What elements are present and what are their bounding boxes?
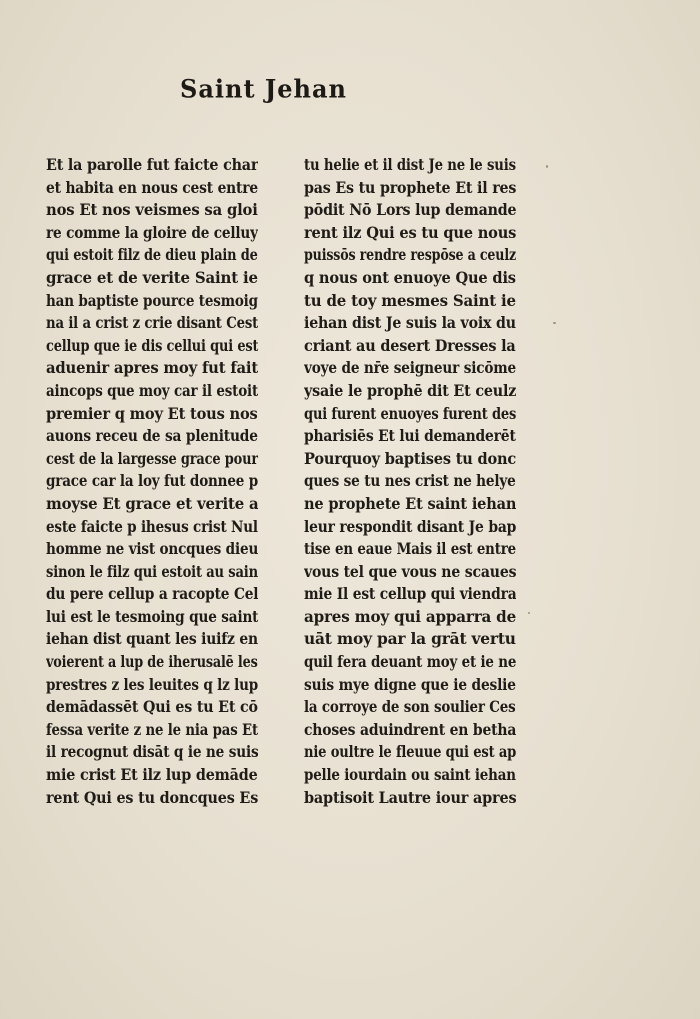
text-line: nie oultre le fleuue qui est ap	[304, 742, 517, 762]
paper-speck	[546, 165, 548, 168]
text-line: fessa verite z ne le nia pas Et	[46, 719, 258, 739]
text-line: voye de nr̄e seigneur sicōme	[304, 358, 517, 378]
text-line: han baptiste pource tesmoig	[46, 290, 258, 310]
text-line: premier q moy Et tous nos	[46, 403, 258, 423]
text-line: et habita en nous cest entre	[46, 177, 258, 197]
text-line: iehan dist Je suis la voix du	[304, 313, 516, 333]
text-line: moyse Et grace et verite a	[46, 493, 259, 513]
text-line: homme ne vist oncques dieu	[46, 539, 258, 559]
text-line: il recognut disāt q ie ne suis	[46, 742, 259, 762]
text-line: ques se tu nes crist ne helye	[304, 471, 516, 491]
text-line: pas Es tu prophete Et il res	[304, 177, 517, 197]
text-line: qui furent enuoyes furent des	[304, 403, 516, 423]
text-line: Et la parolle fut faicte char	[46, 155, 259, 174]
text-line: demādassēt Qui es tu Et cō	[46, 697, 258, 717]
text-line: tu de toy mesmes Saint ie	[304, 290, 516, 310]
text-line: criant au desert Dresses la	[304, 335, 516, 355]
text-line: leur respondit disant Je bap	[304, 516, 517, 536]
text-line: aincops que moy car il estoit	[46, 380, 259, 400]
paper-speck	[528, 612, 530, 614]
text-line: rent ilz Qui es tu que nous	[304, 222, 516, 242]
text-line: nos Et nos veismes sa gloi	[46, 200, 258, 220]
text-line: este faicte p ihesus crist Nul	[46, 516, 258, 536]
text-line: iehan dist quant les iuifz en	[46, 629, 258, 649]
text-line: mie crist Et ilz lup demāde	[46, 765, 258, 785]
text-line: vous tel que vous ne scaues	[304, 561, 517, 581]
text-line: ne prophete Et saint iehan	[304, 493, 516, 513]
text-line: Pourquoy baptises tu donc	[304, 448, 516, 468]
text-line: grace car la loy fut donnee p	[46, 471, 258, 491]
text-line: lui est le tesmoing que saint	[46, 606, 259, 626]
text-line: la corroye de son soulier Ces	[304, 697, 516, 717]
text-line: suis mye digne que ie deslie	[304, 674, 516, 694]
text-line: prestres z les leuites q lz lup	[46, 674, 258, 694]
text-line: baptisoit Lautre iour apres	[304, 787, 517, 807]
text-line: grace et de verite Saint ie	[46, 267, 258, 287]
right-text-column	[304, 154, 530, 809]
text-line: auons receu de sa plenitude	[46, 426, 258, 446]
text-line: tu helie et il dist Je ne le suis	[304, 155, 516, 174]
running-head: Saint Jehan	[180, 73, 347, 104]
text-line: quil fera deuant moy et ie ne	[304, 652, 516, 672]
text-line: sinon le filz qui estoit au sain	[46, 561, 258, 581]
paper-speck	[553, 322, 556, 324]
text-line: ysaie le prophē dit Et ceulz	[304, 380, 517, 400]
left-text-column	[46, 154, 268, 809]
text-line: uāt moy par la grāt vertu	[304, 629, 516, 649]
text-line: re comme la gloire de celluy	[46, 222, 258, 242]
text-line: qui estoit filz de dieu plain de	[46, 245, 258, 265]
text-line: voierent a lup de iherusalē les	[46, 652, 258, 672]
text-line: na il a crist z crie disant Cest	[46, 313, 259, 333]
text-line: tise en eaue Mais il est entre	[304, 539, 516, 559]
text-line: pharisiēs Et lui demanderēt	[304, 426, 516, 446]
text-line: pōdit Nō Lors lup demande	[304, 200, 517, 220]
text-line: rent Qui es tu doncques Es	[46, 787, 259, 807]
text-line: pelle iourdain ou saint iehan	[304, 765, 516, 785]
text-line: cellup que ie dis cellui qui est	[46, 335, 259, 355]
text-line: apres moy qui apparra de	[304, 606, 517, 626]
text-line: du pere cellup a racopte Cel	[46, 584, 258, 604]
text-line: cest de la largesse grace pour	[46, 448, 258, 468]
text-line: choses aduindrent en betha	[304, 719, 516, 739]
text-line: q nous ont enuoye Que dis	[304, 267, 516, 287]
text-line: puissōs rendre respōse a ceulz	[304, 245, 516, 265]
text-line: aduenir apres moy fut fait	[46, 358, 258, 378]
text-line: mie Il est cellup qui viendra	[304, 584, 517, 604]
